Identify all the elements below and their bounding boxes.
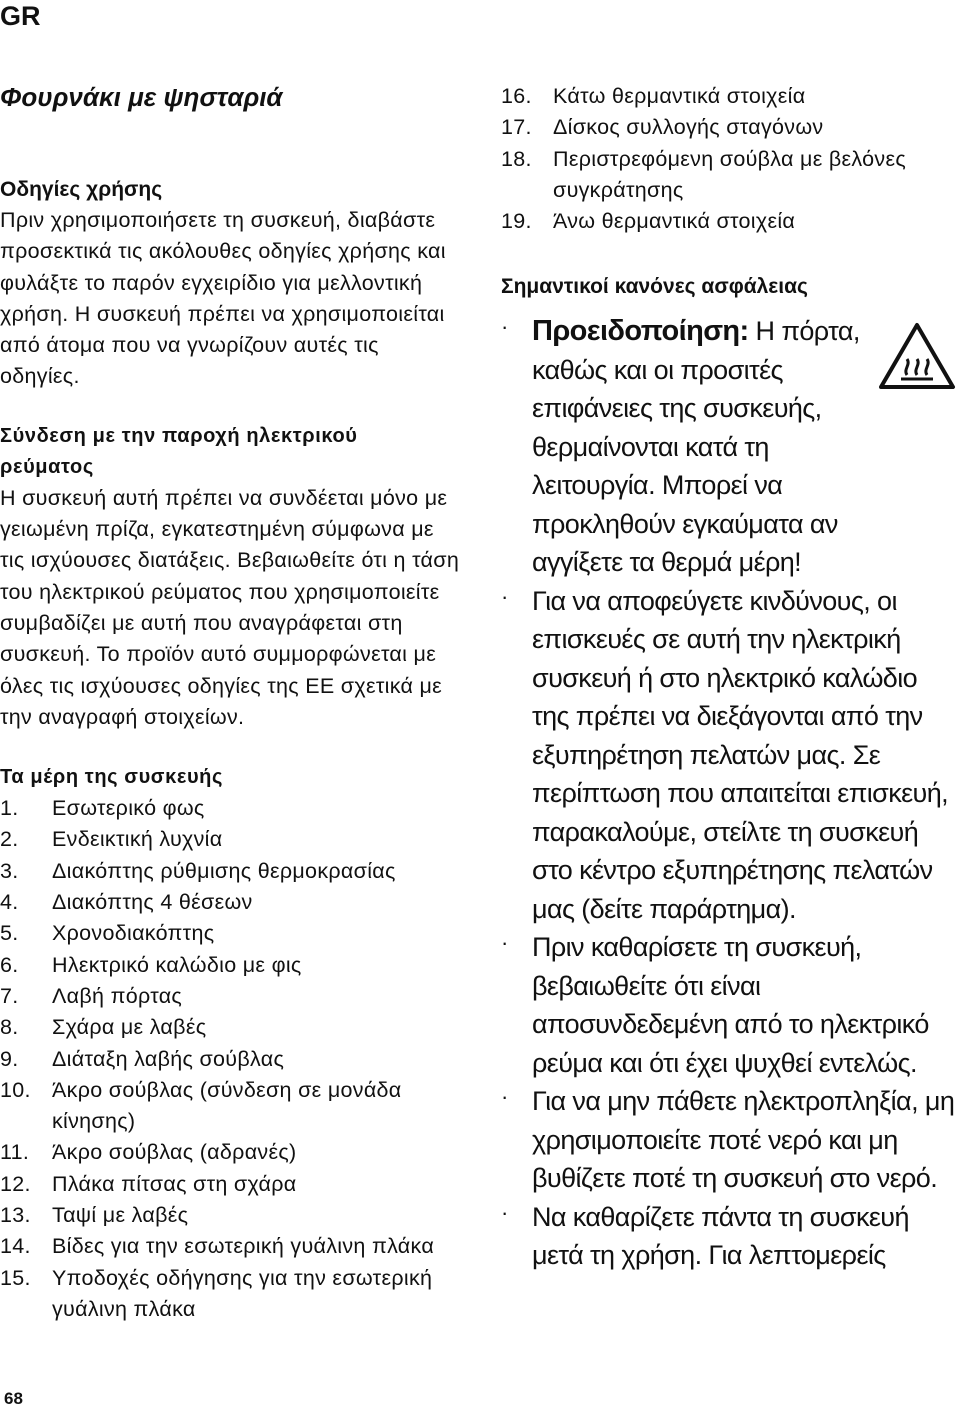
safety-rules [501, 312, 960, 1275]
list-item [0, 1012, 470, 1043]
parts-heading: Τα μέρη της συσκευής [0, 766, 223, 789]
list-item [501, 1198, 960, 1275]
item-text: Ταψί με λαβές [52, 1203, 189, 1228]
item-text: Περιστρεφόμενη σούβλα με βελόνες συγκράτησης [553, 146, 907, 202]
power-text: Η συσκευή αυτή πρέπει να συνδέεται μόνο με γειωμένη πρίζα, εγκατεστημένη σύμφωνα με τις ισχύουσες διατάξεις. Βεβαιωθείτε ότι η τάση του ηλεκτρικού ρεύματος που χρησιμοποιείτε συμβαδίζει με αυτή που αναγράφεται στη συσκευή. Το προϊόν αυτό συμμορφώνεται με όλες τις ισχύουσες οδηγίες της ΕΕ σχετικά με την αναγραφή στοιχείων. [0, 485, 460, 729]
rule-text: Η πόρτα, καθώς και οι προσιτές επιφάνειες της συσκευής, θερμαίνονται κατά τη λειτουργία. Μπορεί να προκληθούν εγκαύματα αν αγγίξετε τα θερμά μέρη! [532, 316, 860, 578]
item-text: Κάτω θερμαντικά στοιχεία [553, 84, 806, 108]
item-number: 6. [0, 952, 19, 977]
item-text: Εσωτερικό φως [52, 796, 205, 821]
item-text: Βίδες για την εσωτερική γυάλινη πλάκα [52, 1234, 435, 1259]
list-item [0, 856, 470, 887]
item-number: 2. [0, 827, 19, 852]
item-number: 18. [501, 146, 532, 171]
item-text: Σχάρα με λαβές [52, 1015, 207, 1040]
list-item [0, 1169, 470, 1200]
item-number: 11. [0, 1140, 30, 1165]
language-code: GR [0, 1, 41, 31]
list-item [0, 1044, 470, 1075]
rule-text: Για να αποφεύγετε κινδύνους, οι επισκευές σε αυτή την ηλεκτρική συσκευή ή στο ηλεκτρικό καλώδιο της πρέπει να διεξάγονται από την εξυπηρέτηση πελατών μας. Σε περίπτωση που απαιτείται επισκευή, παρακαλούμε, στείλτε τη συσκευή στο κέντρο εξυπηρέτησης πελατών μας (δείτε παράρτημα). [532, 585, 949, 924]
list-item [0, 918, 470, 949]
item-text: Ηλεκτρικό καλώδιο με φις [52, 952, 302, 977]
list-item [0, 824, 470, 855]
list-item [501, 928, 960, 1082]
item-number: 10. [0, 1077, 31, 1102]
item-text: Διάταξη λαβής σούβλας [52, 1046, 285, 1071]
list-item [0, 1231, 470, 1262]
list-item [501, 1082, 960, 1198]
safety-heading: Σημαντικοί κανόνες ασφάλειας [501, 275, 808, 299]
list-item [0, 1137, 470, 1168]
list-item [501, 81, 960, 112]
item-number: 14. [0, 1234, 31, 1259]
item-number: 16. [501, 84, 532, 108]
item-number: 8. [0, 1015, 19, 1040]
item-text: Πλάκα πίτσας στη σχάρα [52, 1171, 297, 1196]
list-item [501, 144, 960, 207]
item-number: 19. [501, 209, 532, 234]
list-item [0, 1075, 470, 1138]
item-text: Άκρο σούβλας (σύνδεση σε μονάδα κίνησης) [52, 1077, 402, 1134]
usage-text: Πριν χρησιμοποιήσετε τη συσκευή, διαβάστε προσεκτικά τις ακόλουθες οδηγίες χρήσης και φυλάξτε το παρόν εγχειρίδιο για μελλοντική χρήση. Η συσκευή πρέπει να χρησιμοποιείται από άτομα που να γνωρίζουν αυτές τις οδηγίες. [0, 208, 446, 389]
bullet: · [501, 1084, 508, 1110]
list-item [501, 112, 960, 143]
warning-label: Προειδοποίηση: [532, 315, 749, 348]
list-item [501, 312, 878, 582]
item-number: 15. [0, 1265, 31, 1290]
item-number: 4. [0, 890, 19, 915]
list-item [0, 887, 470, 918]
bullet: · [501, 583, 508, 609]
item-text: Άνω θερμαντικά στοιχεία [553, 209, 796, 234]
item-number: 9. [0, 1046, 19, 1071]
item-number: 17. [501, 115, 532, 140]
list-item [501, 206, 960, 237]
parts-list-right [501, 81, 960, 237]
item-text: Άκρο σούβλας (αδρανές) [52, 1140, 297, 1165]
list-item [0, 1200, 470, 1231]
hot-surface-warning-icon [877, 321, 957, 391]
bullet: · [501, 1199, 508, 1225]
item-text: Υποδοχές οδήγησης για την εσωτερική γυάλινη πλάκα [52, 1265, 433, 1321]
bullet: · [501, 314, 508, 340]
item-text: Διακόπτης ρύθμισης θερμοκρασίας [52, 858, 396, 883]
left-column [0, 78, 470, 1325]
item-number: 1. [0, 796, 19, 821]
item-text: Χρονοδιακόπτης [52, 921, 215, 946]
item-number: 7. [0, 983, 19, 1008]
item-text: Δίσκος συλλογής σταγόνων [553, 115, 824, 140]
right-column [501, 81, 960, 1275]
item-number: 5. [0, 921, 19, 946]
item-text: Ενδεικτική λυχνία [52, 827, 223, 852]
rule-text: Για να μην πάθετε ηλεκτροπληξία, μη χρησιμοποιείτε ποτέ νερό και μη βυθίζετε ποτέ τη συσκευή στο νερό. [532, 1086, 955, 1194]
rule-text: Πριν καθαρίσετε τη συσκευή, βεβαιωθείτε ότι είναι αποσυνδεδεμένη από το ηλεκτρικό ρεύμα και ότι έχει ψυχθεί εντελώς. [532, 932, 929, 1078]
list-item [0, 981, 470, 1012]
item-text: Διακόπτης 4 θέσεων [52, 890, 253, 915]
list-item [0, 1263, 470, 1326]
item-number: 3. [0, 858, 19, 883]
list-item [0, 793, 470, 824]
parts-list-left [0, 793, 470, 1325]
page-title: Φουρνάκι με ψησταριά [0, 82, 283, 112]
item-number: 12. [0, 1171, 31, 1196]
power-heading: Σύνδεση με την παροχή ηλεκτρικού ρεύματος [0, 424, 358, 478]
item-number: 13. [0, 1203, 31, 1228]
rule-text: Να καθαρίζετε πάντα τη συσκευή μετά τη χρήση. Για λεπτομερείς [532, 1201, 909, 1271]
list-item [501, 582, 960, 929]
item-text: Λαβή πόρτας [52, 983, 183, 1008]
usage-heading: Οδηγίες χρήσης [0, 178, 163, 201]
list-item [0, 950, 470, 981]
bullet: · [501, 930, 508, 956]
page-number: 68 [4, 1389, 23, 1408]
